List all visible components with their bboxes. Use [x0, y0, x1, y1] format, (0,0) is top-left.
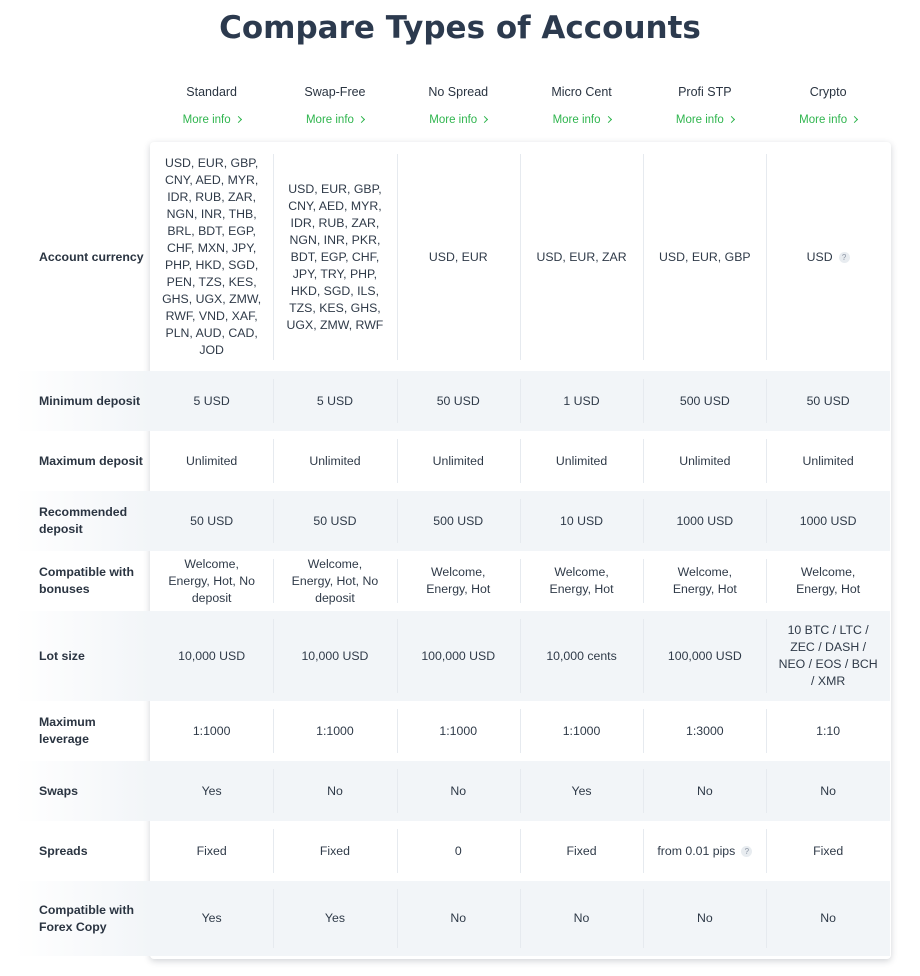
account-name: Micro Cent	[551, 85, 612, 99]
cell-value: Fixed	[813, 843, 844, 858]
cell-value: 5 USD	[316, 393, 354, 408]
table-cell	[397, 431, 520, 491]
more-info-link[interactable]	[520, 112, 643, 128]
cell-value: 1000 USD	[799, 513, 857, 528]
cell-value: 1:1000	[562, 723, 601, 738]
cell-value: Fixed	[196, 843, 227, 858]
table-cell	[273, 881, 396, 956]
row-label	[0, 714, 150, 748]
cell-value: Unlimited	[555, 453, 608, 468]
row-label-text: Maximum deposit	[39, 453, 143, 468]
row-label-text: Recommended deposit	[39, 505, 128, 536]
cell-value: 1:1000	[316, 723, 354, 738]
table-cell	[520, 761, 643, 821]
cell-value: 0	[454, 843, 462, 858]
help-icon[interactable]: ?	[839, 252, 850, 263]
cell-value: Unlimited	[802, 453, 854, 468]
cell-value: USD, EUR	[428, 249, 488, 264]
row-cells	[150, 701, 890, 761]
cell-value: 10 USD	[560, 513, 604, 528]
table-cell	[643, 431, 766, 491]
table-row	[0, 431, 920, 491]
cell-value: 100,000 USD	[667, 648, 742, 663]
table-cell	[397, 371, 520, 431]
help-icon[interactable]: ?	[741, 846, 752, 857]
table-row	[0, 881, 920, 956]
more-info-label: More info	[182, 114, 231, 126]
cell-value: 100,000 USD	[421, 648, 496, 663]
row-label	[0, 453, 150, 470]
table-cell	[397, 551, 520, 611]
row-cells	[150, 491, 890, 551]
cell-value: No	[820, 783, 836, 798]
cell-value: No	[450, 911, 467, 925]
more-info-link[interactable]	[643, 112, 766, 128]
table-cell	[273, 821, 396, 881]
cell-value: Welcome, Energy, Hot	[426, 565, 491, 596]
cell-value: No	[696, 783, 713, 798]
row-label-text: Minimum deposit	[39, 393, 141, 408]
row-cells	[150, 371, 890, 431]
cell-value: 50 USD	[190, 513, 234, 528]
table-cell	[520, 701, 643, 761]
table-cell	[273, 431, 396, 491]
table-cell	[397, 881, 520, 956]
cell-value: 5 USD	[193, 393, 230, 408]
table-cell	[150, 611, 273, 701]
cell-value: Welcome, Energy, Hot	[549, 565, 614, 596]
table-cell	[766, 701, 889, 761]
table-cell	[643, 881, 766, 956]
cell-value: USD, EUR, GBP	[659, 249, 751, 264]
account-types-header	[150, 84, 890, 128]
table-cell	[643, 701, 766, 761]
table-cell	[766, 146, 889, 368]
table-cell	[150, 551, 273, 611]
cell-value: 10,000 cents	[546, 648, 617, 663]
account-column-header	[520, 84, 643, 128]
chevron-right-icon	[728, 116, 735, 123]
cell-value: Yes	[324, 911, 345, 925]
table-cell	[273, 371, 396, 431]
cell-value: 10,000 USD	[301, 648, 369, 663]
cell-value: 10 BTC / LTC / ZEC / DASH / NEO / EOS / BCH / XMR	[778, 623, 878, 688]
table-cell	[643, 551, 766, 611]
chevron-right-icon	[481, 116, 488, 123]
cell-value: 500 USD	[679, 393, 730, 408]
table-cell	[766, 821, 889, 881]
row-label	[0, 611, 150, 701]
account-name: Standard	[186, 85, 238, 99]
table-row	[0, 611, 920, 701]
cell-value: No	[450, 783, 467, 798]
cell-value: Unlimited	[432, 453, 484, 468]
table-cell	[150, 821, 273, 881]
chevron-right-icon	[604, 116, 611, 123]
table-cell	[273, 146, 396, 368]
more-info-link[interactable]	[766, 112, 889, 128]
table-row	[0, 146, 920, 368]
cell-value: No	[573, 911, 590, 925]
cell-value: 10,000 USD	[178, 648, 246, 663]
more-info-label: More info	[552, 114, 601, 126]
more-info-label: More info	[799, 114, 848, 126]
cell-value: USD ?	[807, 249, 850, 266]
table-cell	[766, 611, 889, 701]
row-label-text: Lot size	[39, 648, 85, 663]
account-column-header	[397, 84, 520, 128]
more-info-label: More info	[305, 114, 354, 126]
row-label	[0, 564, 150, 598]
row-label	[0, 249, 150, 266]
cell-value: 1:1000	[192, 723, 231, 738]
table-cell	[520, 881, 643, 956]
table-cell	[273, 611, 396, 701]
cell-value: Yes	[201, 911, 222, 925]
table-cell	[643, 491, 766, 551]
table-row	[0, 761, 920, 821]
table-cell	[150, 701, 273, 761]
cell-value: USD, EUR, GBP, CNY, AED, MYR, IDR, RUB, ZAR, NGN, INR, THB, BRL, BDT, EGP, CHF, MXN, JPY, PHP, HKD, SGD, PEN, TZS, KES, GHS, UGX, ZMW, RWF, VND, XAF, PLN, AUD, CAD, JOD	[162, 156, 262, 357]
row-label	[0, 761, 150, 821]
account-column-header	[766, 84, 889, 128]
row-label-text: Swaps	[39, 783, 78, 798]
table-cell	[397, 146, 520, 368]
row-label-text: Compatible with bonuses	[39, 565, 134, 596]
table-cell	[150, 146, 273, 368]
table-cell	[150, 371, 273, 431]
more-info-link[interactable]	[397, 112, 520, 128]
table-cell	[766, 881, 889, 956]
table-cell	[273, 551, 396, 611]
table-cell	[520, 371, 643, 431]
row-label-text: Maximum leverage	[39, 715, 96, 746]
table-cell	[643, 821, 766, 881]
table-cell	[397, 761, 520, 821]
table-cell	[643, 146, 766, 368]
table-cell	[397, 491, 520, 551]
table-cell	[397, 821, 520, 881]
cell-value: No	[696, 911, 713, 925]
table-cell	[520, 491, 643, 551]
account-name: No Spread	[428, 85, 489, 99]
account-name: Profi STP	[678, 85, 732, 99]
row-cells	[150, 881, 890, 956]
cell-value: No	[820, 911, 836, 925]
account-name: Crypto	[809, 85, 847, 99]
cell-value: 1:10	[816, 723, 841, 738]
cell-value: Unlimited	[309, 453, 361, 468]
cell-value: Welcome, Energy, Hot, No deposit	[168, 556, 255, 605]
row-cells	[150, 551, 890, 611]
cell-value: Welcome, Energy, Hot	[796, 565, 861, 596]
table-cell	[643, 371, 766, 431]
chevron-right-icon	[358, 116, 365, 123]
account-name: Swap-Free	[304, 85, 366, 99]
table-cell	[273, 491, 396, 551]
table-cell	[273, 701, 396, 761]
table-cell	[643, 761, 766, 821]
account-column-header	[273, 84, 396, 128]
table-cell	[397, 701, 520, 761]
cell-value: No	[327, 783, 343, 798]
more-info-link[interactable]	[150, 112, 273, 128]
cell-value: 50 USD	[806, 393, 850, 408]
table-row	[0, 701, 920, 761]
table-cell	[520, 431, 643, 491]
cell-value: Unlimited	[186, 453, 238, 468]
cell-value: 50 USD	[313, 513, 357, 528]
cell-value: USD, EUR, ZAR	[536, 249, 627, 264]
cell-value: 1:1000	[439, 723, 478, 738]
row-label-text: Spreads	[39, 843, 88, 858]
more-info-label: More info	[675, 114, 724, 126]
table-cell	[397, 611, 520, 701]
cell-value: Fixed	[566, 843, 597, 858]
table-cell	[150, 491, 273, 551]
cell-value: 1 USD	[563, 393, 600, 408]
cell-value: Fixed	[319, 843, 350, 858]
row-cells	[150, 761, 890, 821]
cell-value: from 0.01 pips ?	[657, 843, 752, 860]
row-cells	[150, 431, 890, 491]
row-label	[0, 881, 150, 956]
table-cell	[273, 761, 396, 821]
cell-value: Yes	[571, 783, 592, 798]
table-row	[0, 371, 920, 431]
cell-value: USD, EUR, GBP, CNY, AED, MYR, IDR, RUB, ZAR, NGN, INR, PKR, BDT, EGP, CHF, JPY, TRY, PHP, HKD, SGD, ILS, TZS, KES, GHS, UGX, ZMW, RWF	[286, 181, 384, 332]
row-cells	[150, 146, 890, 368]
row-label	[0, 371, 150, 431]
table-cell	[766, 551, 889, 611]
chevron-right-icon	[851, 116, 858, 123]
cell-value: Yes	[201, 783, 222, 798]
account-column-header	[643, 84, 766, 128]
more-info-link[interactable]	[273, 112, 396, 128]
table-row	[0, 821, 920, 881]
row-cells	[150, 821, 890, 881]
cell-value: Welcome, Energy, Hot, No deposit	[291, 556, 379, 605]
table-cell	[150, 761, 273, 821]
row-label	[0, 843, 150, 860]
table-cell	[766, 491, 889, 551]
row-cells	[150, 611, 890, 701]
cell-value: 50 USD	[436, 393, 480, 408]
cell-value: Unlimited	[679, 453, 731, 468]
table-row	[0, 551, 920, 611]
page-title: Compare Types of Accounts	[219, 10, 701, 46]
cell-value: 500 USD	[433, 513, 484, 528]
table-cell	[150, 431, 273, 491]
account-column-header	[150, 84, 273, 128]
table-cell	[520, 146, 643, 368]
row-label	[0, 491, 150, 551]
more-info-label: More info	[429, 114, 478, 126]
table-cell	[766, 431, 889, 491]
cell-value: 1000 USD	[676, 513, 734, 528]
row-label-text: Compatible with Forex Copy	[39, 902, 134, 934]
table-cell	[520, 821, 643, 881]
cell-value: 1:3000	[686, 723, 724, 738]
table-cell	[150, 881, 273, 956]
table-row	[0, 491, 920, 551]
table-cell	[520, 551, 643, 611]
cell-value: Welcome, Energy, Hot	[672, 565, 737, 596]
chevron-right-icon	[235, 116, 242, 123]
table-cell	[643, 611, 766, 701]
table-cell	[520, 611, 643, 701]
row-label-text: Account currency	[39, 249, 144, 264]
table-cell	[766, 371, 889, 431]
table-cell	[766, 761, 889, 821]
